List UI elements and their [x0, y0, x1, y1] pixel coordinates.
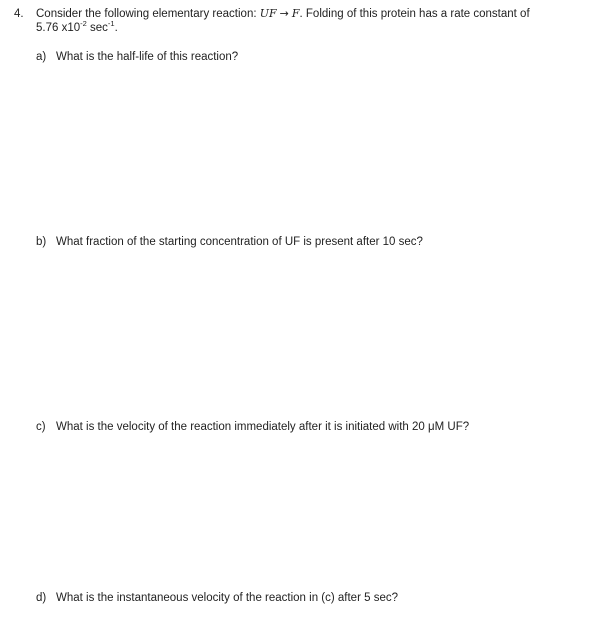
rate-unit-exponent: -1	[107, 19, 115, 28]
part-d-text: What is the instantaneous velocity of the reaction in (c) after 5 sec?	[56, 592, 398, 604]
part-b-letter: b)	[36, 236, 47, 248]
rate-exponent: -2	[80, 19, 87, 28]
part-b-text: What fraction of the starting concentration of UF is present after 10 sec?	[56, 236, 423, 248]
part-c-letter: c)	[36, 421, 46, 433]
rate-end: .	[114, 22, 118, 34]
product-symbol: F	[291, 7, 300, 20]
part-a-text: What is the half-life of this reaction?	[56, 51, 239, 63]
part-a-letter: a)	[36, 51, 47, 63]
reaction-arrow-icon: →	[279, 7, 289, 20]
rate-constant	[36, 21, 118, 35]
part-d-letter: d)	[36, 592, 47, 604]
reactant-symbol: UF	[259, 7, 277, 20]
question-number: 4.	[14, 8, 24, 20]
rate-unit: sec	[90, 22, 108, 34]
rate-mantissa: 5.76 x10	[36, 22, 81, 34]
part-c-text: What is the velocity of the reaction immediately after it is initiated with 20 μM UF?	[56, 421, 470, 433]
question-intro: Consider the following elementary reaction:	[36, 8, 257, 20]
question-continuation: . Folding of this protein has a rate constant of	[299, 8, 530, 20]
